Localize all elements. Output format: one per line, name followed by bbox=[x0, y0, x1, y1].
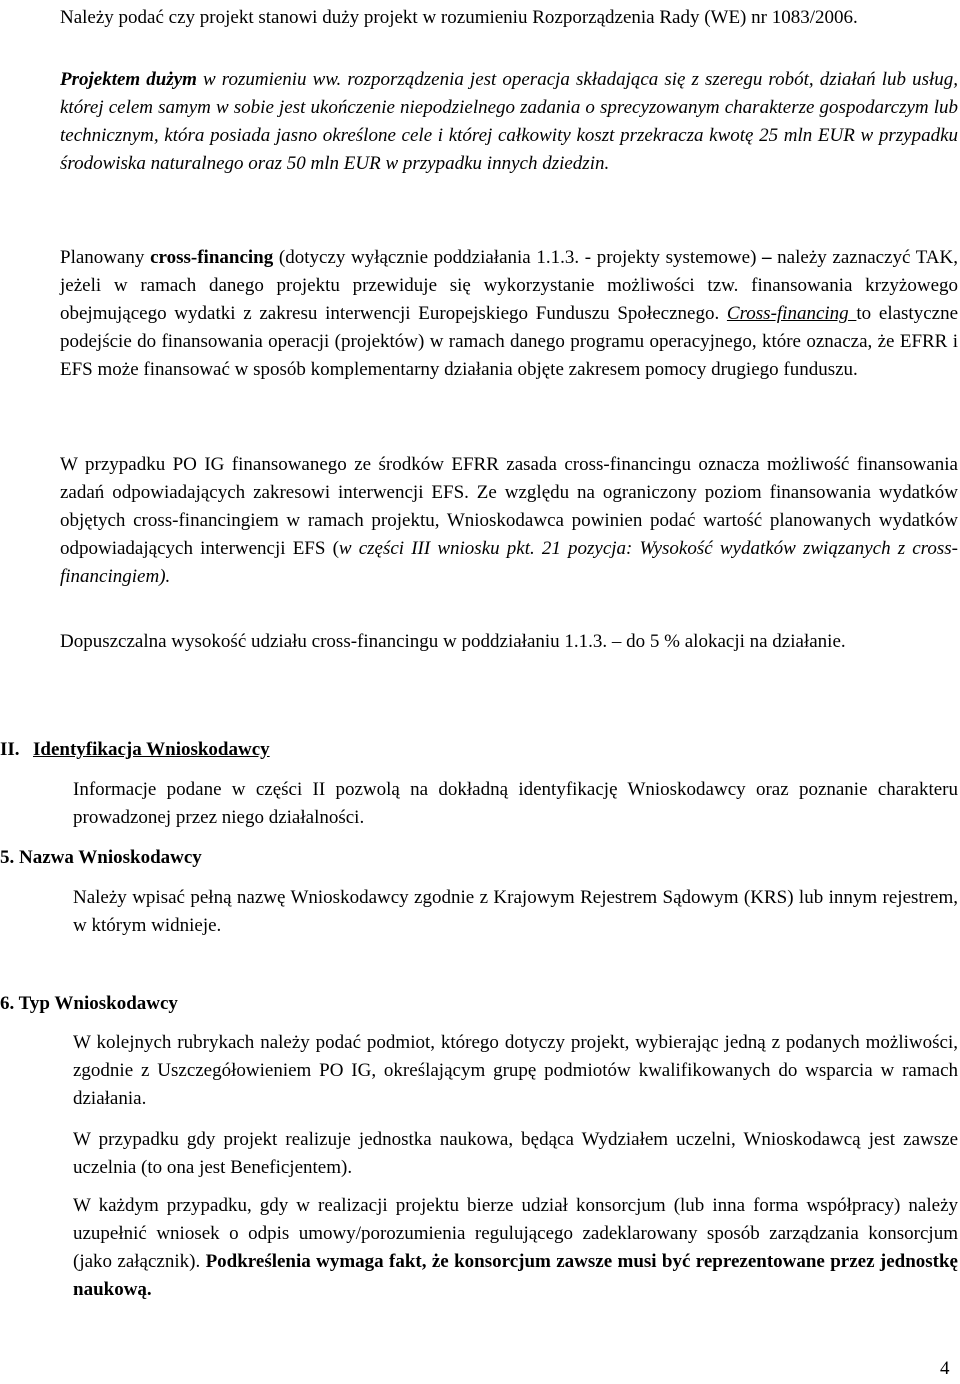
page-number: 4 bbox=[940, 1358, 950, 1379]
paragraph-text: W przypadku gdy projekt realizuje jednostka naukowa, będąca Wydziałem uczelni, Wnioskodawcą jest zawsze uczelnia (to ona jest Beneficjentem). bbox=[73, 1129, 958, 1178]
bold-emphasis: Podkreślenia wymaga fakt, że konsorcjum zawsze musi być reprezentowane przez jednostkę naukową. bbox=[73, 1251, 958, 1300]
italic-underlined-term: Cross-financing bbox=[726, 303, 857, 324]
text-run: Planowany bbox=[60, 247, 151, 268]
subsection-heading-5 bbox=[0, 844, 960, 872]
paragraph-informacje-czesc-ii bbox=[73, 776, 958, 832]
paragraph-duzy-projekt-question bbox=[60, 4, 958, 32]
section-number: II. bbox=[0, 739, 20, 760]
text-run: to elastyczne podejście do finansowania operacji (projektów) w ramach danego programu operacyjnego, które oznacza, że EFRR i EFS może finansować w sposób komplementarny działania objęte zakresem pomocy drugiego funduszu. bbox=[60, 303, 959, 380]
paragraph-text: Informacje podane w części II pozwolą na dokładną identyfikację Wnioskodawcy oraz poznanie charakteru prowadzonej przez niego działalności. bbox=[73, 779, 958, 828]
paragraph-text: Dopuszczalna wysokość udziału cross-financingu w poddziałaniu 1.1.3. – do 5 % alokacji na działanie. bbox=[60, 631, 846, 652]
paragraph-text: w rozumieniu ww. rozporządzenia jest operacja składająca się z szeregu robót, działań lub usług, której celem samym w sobie jest ukończenie niepodzielnego zadania o sprecyzowanym charakterze gospodarczym lub technicznym, która posiada jasno określone cele i której całkowity koszt przekracza kwotę 25 mln EUR w przypadku środowiska naturalnego oraz 50 mln EUR w przypadku innych dziedzin. bbox=[60, 69, 958, 174]
subsection-title: 6. Typ Wnioskodawcy bbox=[0, 993, 178, 1014]
text-run: W każdym przypadku, gdy w realizacji projektu bierze udział konsorcjum (lub inna forma współpracy) należy uzupełnić wniosek o odpis umowy/porozumienia regulującego zadeklarowany sposób zarządzania konsorcjum (jako załącznik). bbox=[73, 1195, 958, 1272]
section-title: Identyfikacja Wnioskodawcy bbox=[33, 739, 270, 760]
paragraph-typ-wnioskodawcy-1 bbox=[73, 1029, 958, 1113]
subsection-heading-6 bbox=[0, 990, 960, 1018]
paragraph-definicja-projektu-duzego bbox=[60, 66, 958, 178]
italic-reference: w części III wniosku pkt. 21 pozycja: Wysokość wydatków związanych z cross-financingiem). bbox=[60, 538, 958, 587]
paragraph-dopuszczalna-wysokosc bbox=[60, 628, 958, 656]
section-heading-ii bbox=[0, 736, 960, 764]
paragraph-cross-financing bbox=[60, 244, 958, 384]
paragraph-typ-wnioskodawcy-3 bbox=[73, 1192, 958, 1304]
bold-dash: – bbox=[762, 247, 772, 268]
paragraph-typ-wnioskodawcy-2 bbox=[73, 1126, 958, 1182]
subsection-title: 5. Nazwa Wnioskodawcy bbox=[0, 847, 202, 868]
paragraph-nazwa-wnioskodawcy bbox=[73, 884, 958, 940]
text-run: należy zaznaczyć TAK, jeżeli w ramach danego projektu przewiduje się wykorzystanie możliwości tzw. finansowania krzyżowego obejmującego wydatki z zakresu interwencji Europejskiego Funduszu Społecznego. bbox=[60, 247, 958, 324]
bold-term: cross-financing bbox=[150, 247, 274, 268]
paragraph-text: Należy wpisać pełną nazwę Wnioskodawcy zgodnie z Krajowym Rejestrem Sądowym (KRS) lub innym rejestrem, w którym widnieje. bbox=[73, 887, 958, 936]
bold-term: Projektem dużym bbox=[60, 69, 197, 90]
text-run: (dotyczy wyłącznie poddziałania 1.1.3. - projekty systemowe) bbox=[273, 247, 763, 268]
text-run: W przypadku PO IG finansowanego ze środków EFRR zasada cross-financingu oznacza możliwość finansowania zadań odpowiadających zakresowi interwencji EFS. Ze względu na ograniczony poziom finansowania wydatków objętych cross-financingiem w ramach projektu, Wnioskodawca powinien podać wartość planowanych wydatków odpowiadających interwencji EFS ( bbox=[60, 454, 958, 559]
paragraph-text: Należy podać czy projekt stanowi duży projekt w rozumieniu Rozporządzenia Rady (WE) nr 1083/2006. bbox=[60, 7, 858, 28]
paragraph-po-ig-efrr bbox=[60, 451, 958, 591]
paragraph-text: W kolejnych rubrykach należy podać podmiot, którego dotyczy projekt, wybierając jedną z podanych możliwości, zgodnie z Uszczegółowieniem PO IG, określającym grupę podmiotów kwalifikowanych do wsparcia w ramach działania. bbox=[73, 1032, 958, 1109]
